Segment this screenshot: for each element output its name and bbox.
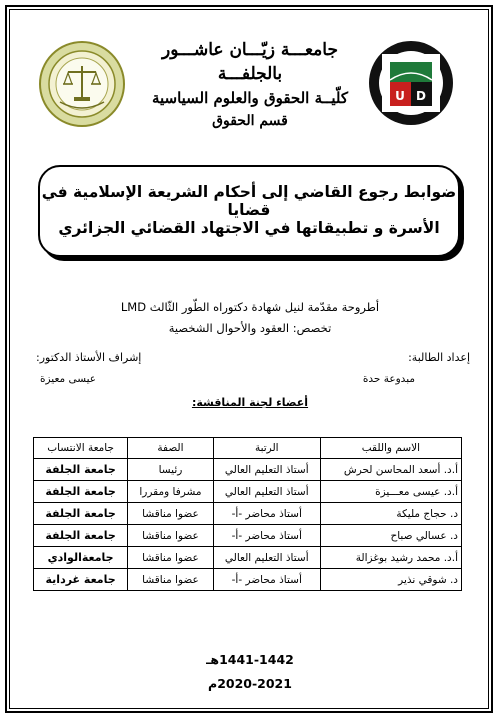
faculty-name: كلّيــة الحقوق والعلوم السياسية (151, 89, 349, 107)
committee-table (33, 437, 462, 591)
member-name: أ.د. عيسى معـــيزة (320, 481, 461, 503)
header-role: الصفة (128, 438, 214, 459)
supervisor-name: عيسى معيزة (40, 373, 97, 385)
member-rank: أستاذ محاضر -أ- (213, 525, 320, 547)
member-name: د. شوقي نذير (320, 569, 461, 591)
table-header-row (34, 438, 462, 459)
specialization-line: تخصص: العقود والأحوال الشخصية (168, 321, 332, 335)
logo-letter-d: D (416, 89, 426, 103)
member-role: مشرفا ومقررا (128, 481, 214, 503)
member-affiliation: جامعة غرداية (34, 569, 128, 591)
thesis-title-line-2: الأسرة و تطبيقاتها في الاجتهاد القضائي الجزائري (58, 219, 440, 237)
thesis-degree-line: أطروحة مقدّمة لنيل شهادة دكتوراه الطّور الثّالث LMD (120, 300, 380, 314)
member-affiliation: جامعة الجلفة (34, 481, 128, 503)
member-role: عضوا مناقشا (128, 525, 214, 547)
gregorian-academic-year: 2020-2021م (208, 676, 292, 691)
member-name: أ.د. محمد رشيد بوغزالة (320, 547, 461, 569)
member-name: أ.د. أسعد المحاسن لحرش (320, 459, 461, 481)
student-name: مبدوعة حدة (362, 373, 415, 385)
university-of-djelfa-logo (368, 40, 454, 126)
header-affiliation: جامعة الانتساب (34, 438, 128, 459)
member-rank: أستاذ التعليم العالي (213, 547, 320, 569)
member-affiliation: جامعة الجلفة (34, 525, 128, 547)
member-rank: أستاذ محاضر -أ- (213, 569, 320, 591)
member-role: عضوا مناقشا (128, 569, 214, 591)
table-row (34, 459, 462, 481)
prepared-by-label: إعداد الطالبة: (408, 351, 470, 364)
table-row (34, 481, 462, 503)
supervisor-label: إشراف الأستاذ الدكتور: (36, 351, 142, 364)
member-rank: أستاذ التعليم العالي (213, 481, 320, 503)
member-affiliation: جامعة الجلفة (34, 503, 128, 525)
table-row (34, 547, 462, 569)
table-row (34, 569, 462, 591)
header-rank: الرتبة (213, 438, 320, 459)
hijri-academic-year: 1441-1442هـ (206, 652, 294, 667)
member-name: د. عسالي صباح (320, 525, 461, 547)
table-row (34, 525, 462, 547)
member-rank: أستاذ التعليم العالي (213, 459, 320, 481)
institution-header (150, 38, 350, 132)
member-role: عضوا مناقشا (128, 547, 214, 569)
committee-label: أعضاء لجنة المناقشة: (191, 396, 309, 409)
member-role: رئيسا (128, 459, 214, 481)
logo-letter-u: U (395, 89, 405, 103)
thesis-title-line-1: ضوابط رجوع القاضي إلى أحكام الشريعة الإسلامية في قضايا (41, 183, 457, 219)
thesis-title-box (38, 165, 460, 257)
member-name: د. حجاج مليكة (320, 503, 461, 525)
member-rank: أستاذ محاضر -أ- (213, 503, 320, 525)
table-row (34, 503, 462, 525)
member-affiliation: جامعةالوادي (34, 547, 128, 569)
member-affiliation: جامعة الجلفة (34, 459, 128, 481)
department-name: قسم الحقوق (212, 113, 288, 129)
faculty-seal-logo (38, 40, 126, 128)
university-name: جامعـــة زيّـــان عاشـــور بالجلفـــة (162, 40, 338, 84)
header-name: الاسم واللقب (320, 438, 461, 459)
member-role: عضوا مناقشا (128, 503, 214, 525)
